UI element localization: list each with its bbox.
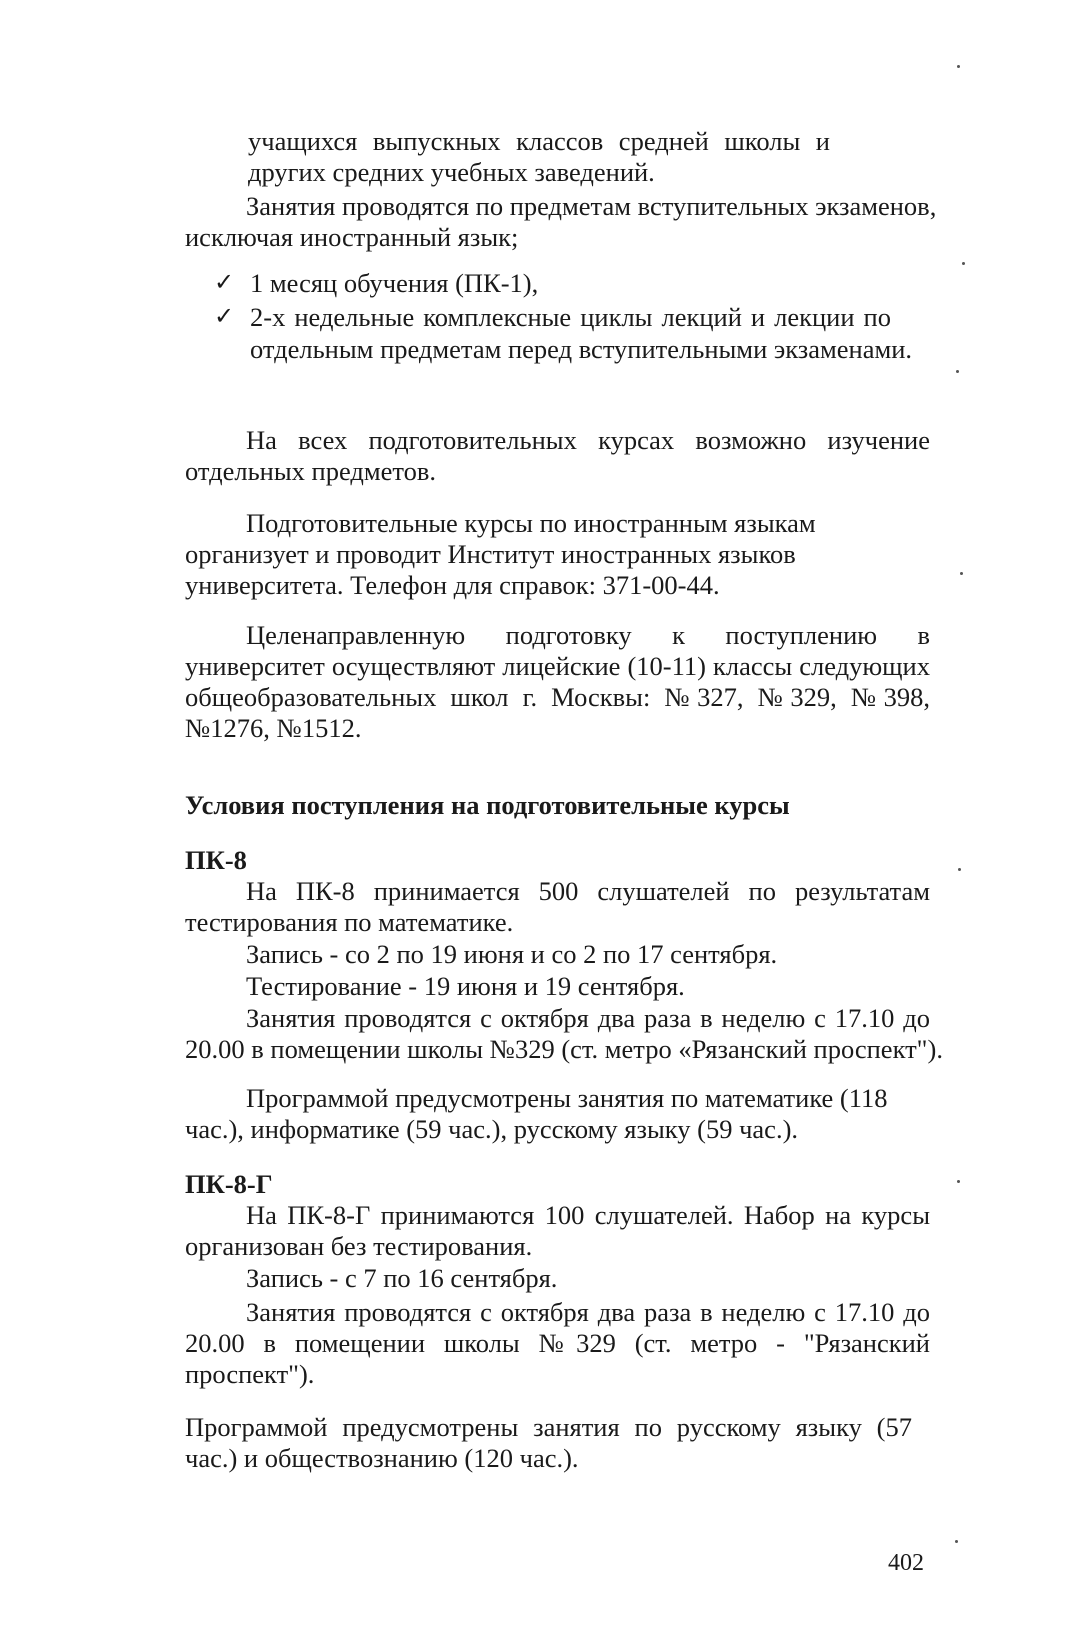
text-line: №1276, №1512. — [185, 713, 362, 743]
scan-speck — [962, 262, 965, 265]
subsection-title: ПК-8 — [185, 845, 247, 875]
text-line: час.), информатике (59 час.), русскому языку (59 час.). — [185, 1114, 799, 1144]
scan-speck — [956, 370, 959, 373]
check-mark-icon: ✓ — [214, 304, 235, 330]
text-line: час.) и обществознанию (120 час.). — [185, 1443, 579, 1473]
text-line: учащихся выпускных классов средней школы и — [248, 126, 830, 156]
text-line: Целенаправленную подготовку к поступлению в — [246, 620, 930, 650]
scan-speck — [958, 868, 961, 871]
subsection-title: ПК-8-Г — [185, 1169, 273, 1199]
check-mark-icon: ✓ — [214, 270, 235, 296]
text-line: На всех подготовительных курсах возможно изучение — [246, 425, 930, 455]
list-item: 1 месяц обучения (ПК-1), — [250, 268, 539, 298]
text-line: университета. Телефон для справок: 371-00-44. — [185, 570, 720, 600]
text-line: других средних учебных заведений. — [248, 157, 655, 187]
text-line: 20.00 в помещении школы №329 (ст. метро - "Рязанский — [185, 1328, 930, 1358]
list-item-continuation: отдельным предметам перед вступительными экзаменами. — [250, 334, 913, 364]
text-line: Занятия проводятся с октября два раза в неделю с 17.10 до — [246, 1003, 930, 1033]
scan-speck — [957, 1180, 960, 1183]
text-line: На ПК-8 принимается 500 слушателей по результатам — [246, 876, 930, 906]
text-line: Занятия проводятся по предметам вступительных экзаменов, — [246, 191, 937, 221]
text-line: Запись - со 2 по 19 июня и со 2 по 17 сентября. — [246, 939, 778, 969]
text-line: университет осуществляют лицейские (10-11) классы следующих — [185, 651, 930, 681]
text-line: проспект"). — [185, 1359, 315, 1389]
text-line: 20.00 в помещении школы №329 (ст. метро «Рязанский проспект"). — [185, 1034, 943, 1064]
text-line: На ПК-8-Г принимаются 100 слушателей. Набор на курсы — [246, 1200, 930, 1230]
text-line: Программой предусмотрены занятия по русскому языку (57 — [185, 1412, 912, 1442]
text-line: отдельных предметов. — [185, 456, 437, 486]
text-line: Запись - с 7 по 16 сентября. — [246, 1263, 558, 1293]
scan-speck — [957, 65, 960, 68]
text-line: тестирования по математике. — [185, 907, 514, 937]
text-line: Программой предусмотрены занятия по математике (118 — [246, 1083, 888, 1113]
text-line: Подготовительные курсы по иностранным языкам — [246, 508, 816, 538]
text-line: Тестирование - 19 июня и 19 сентября. — [246, 971, 685, 1001]
page-number: 402 — [888, 1550, 924, 1576]
scan-speck — [955, 1540, 958, 1543]
scan-speck — [960, 572, 963, 575]
text-line: организован без тестирования. — [185, 1231, 533, 1261]
list-item: 2-х недельные комплексные циклы лекций и лекции по — [250, 302, 891, 332]
text-line: исключая иностранный язык; — [185, 222, 519, 252]
section-heading: Условия поступления на подготовительные курсы — [185, 790, 790, 820]
text-line: организует и проводит Институт иностранных языков — [185, 539, 796, 569]
text-line: Занятия проводятся с октября два раза в неделю с 17.10 до — [246, 1297, 930, 1327]
text-line: общеобразовательных школ г. Москвы: №327, №329, №398, — [185, 682, 930, 712]
